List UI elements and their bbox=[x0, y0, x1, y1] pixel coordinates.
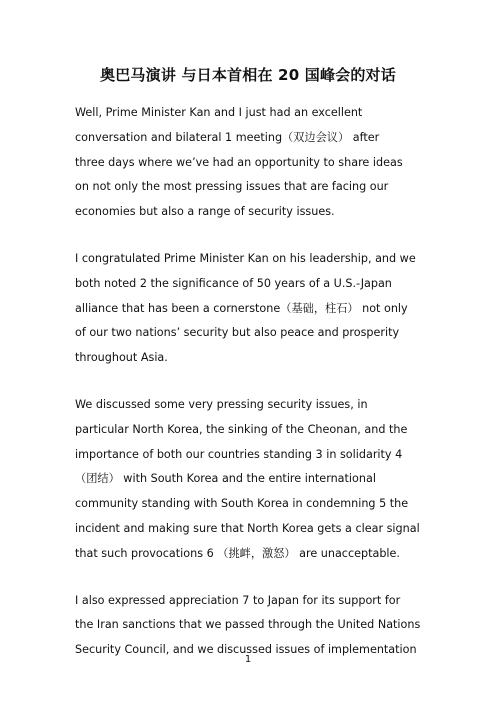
paragraph-4: I also expressed appreciation 7 to Japan for its support for the Iran sanctions that we passed through the United Nations Security Council, and we discussed issues of implementation bbox=[75, 593, 421, 657]
page-number: 1 bbox=[244, 654, 252, 665]
document-title: 奥巴马演讲 与日本首相在 20 国峰会的对话 bbox=[100, 66, 396, 84]
paragraph-3: We discussed some very pressing security issues, in particular North Korea, the sinking of the Cheonan, and the importance of both our countries standing 3 in solidarity 4 （团结） with South Korea and the entire international community standing with South Korea in condemning 5 the incident and making sure that North Korea gets a clear signal that such provocations 6 （挑衅，激怒） are unacceptable. bbox=[75, 397, 420, 560]
document-body bbox=[75, 101, 425, 685]
paragraph-2: I congratulated Prime Minister Kan on his leadership, and we both noted 2 the significance of 50 years of a U.S.-Japan alliance that has been a cornerstone（基础，柱石） not only of our two nations’ security but also peace and prosperity throughout Asia. bbox=[75, 251, 416, 365]
paragraph-1: Well, Prime Minister Kan and I just had an excellent conversation and bilateral 1 meeting（双边会议） after three days where we’ve had an opportunity to share ideas on not only the most pressing issues that are facing our economies but also a range of security issues. bbox=[75, 106, 403, 219]
